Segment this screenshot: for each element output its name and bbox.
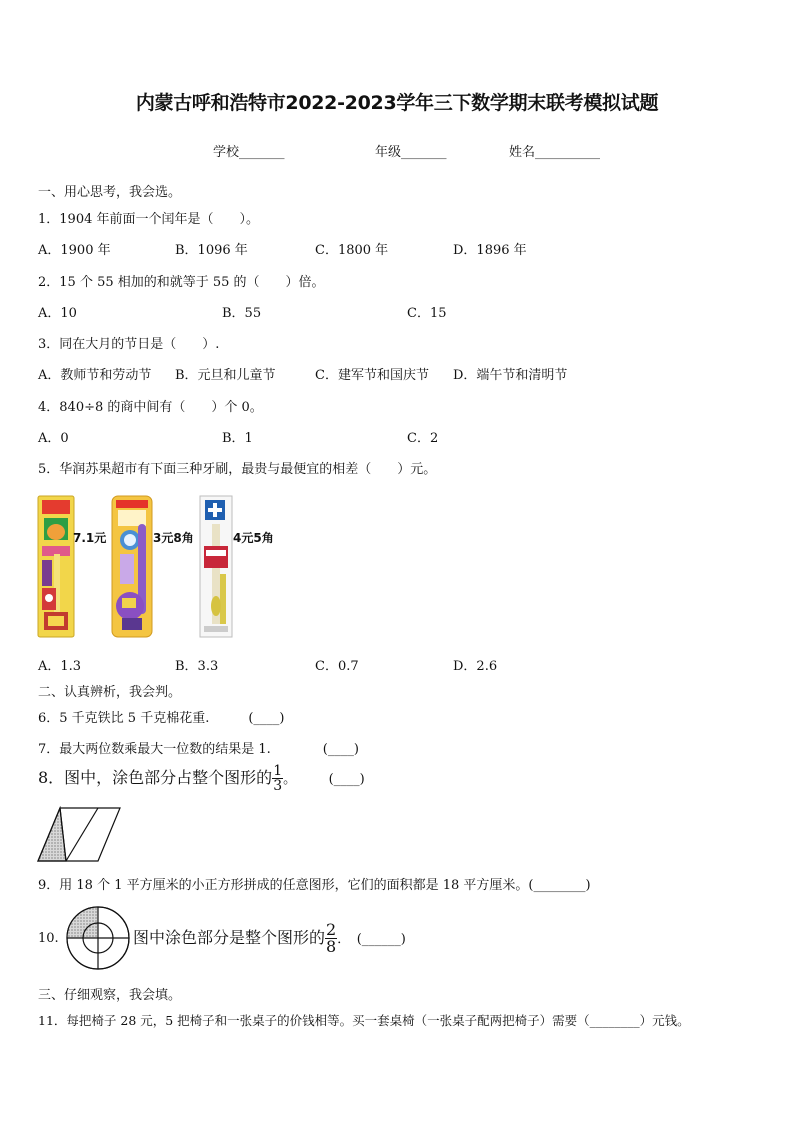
toothbrush-2-price: 3元8角 [153,531,194,545]
fraction-numerator: 2 [326,920,337,939]
toothbrush-1-price: 7.1元 [73,531,107,545]
q1-option-a: A．1900 年 [38,243,111,258]
question-11: 11．每把椅子 28 元，5 把椅子和一张桌子的价钱相等。买一套桌椅（一张桌子配两把椅子）需要（________）元钱。 [38,1013,690,1028]
school-field: 学校_______ [213,145,285,160]
question-6: 6．5 千克铁比 5 千克棉花重. (____) [38,711,285,726]
q3-option-d: D．端午节和清明节 [453,368,568,383]
question-8-tail: 。 (____) [283,772,365,787]
question-10-tail: ． (______) [337,932,406,947]
question-1: 1．1904 年前面一个闰年是（ ）。 [38,212,259,227]
q5-option-d: D．2.6 [453,659,498,674]
toothbrush-1-image [36,494,76,639]
question-3: 3．同在大月的节日是（ ）. [38,337,220,352]
q4-option-b: B．1 [222,431,253,446]
fraction-denominator: 3 [273,778,283,794]
question-4: 4．840÷8 的商中间有（ ）个 0。 [38,400,263,415]
toothbrush-2-image [110,494,154,639]
q1-option-c: C．1800 年 [315,243,389,258]
fraction-one-third [272,764,283,793]
fraction-two-eighths [325,922,337,955]
q1-option-d: D．1896 年 [453,243,527,258]
q4-option-a: A．0 [38,431,69,446]
q3-option-b: B．元旦和儿童节 [175,368,276,383]
q2-option-c: C．15 [407,306,447,321]
question-2: 2．15 个 55 相加的和就等于 55 的（ ）倍。 [38,275,325,290]
question-10-label: 10. [38,931,59,946]
question-10-text: 图中涂色部分是整个图形的 [133,928,326,947]
q5-option-a: A．1.3 [38,659,82,674]
q4-option-c: C．2 [407,431,439,446]
toothbrush-3-price: 4元5角 [233,531,274,545]
q3-option-a: A．教师节和劳动节 [38,368,152,383]
section-3-heading: 三、仔细观察，我会填。 [38,988,182,1003]
q2-option-b: B．55 [222,306,262,321]
q1-option-b: B．1096 年 [175,243,248,258]
name-field: 姓名__________ [509,145,601,160]
q5-option-b: B．3.3 [175,659,219,674]
question-9: 9．用 18 个 1 平方厘米的小正方形拼成的任意图形，它们的面积都是 18 平方厘米。(________) [38,878,591,893]
circle-figure [65,905,131,971]
question-8-text: 8．图中，涂色部分占整个图形的 [38,768,273,787]
grade-field: 年级_______ [375,145,447,160]
fraction-numerator: 1 [273,763,283,779]
question-7: 7．最大两位数乘最大一位数的结果是 1. (____) [38,742,359,757]
toothbrush-3-image [198,494,234,639]
section-1-heading: 一、用心思考，我会选。 [38,185,182,200]
question-8 [38,764,365,793]
fraction-denominator: 8 [326,937,337,956]
question-5: 5．华润苏果超市有下面三种牙刷，最贵与最便宜的相差（ ）元。 [38,462,437,477]
q5-option-c: C．0.7 [315,659,359,674]
section-2-heading: 二、认真辨析，我会判。 [38,685,182,700]
q3-option-c: C．建军节和国庆节 [315,368,429,383]
question-10 [133,922,406,955]
page-title: 内蒙古呼和浩特市2022-2023学年三下数学期末联考模拟试题 [135,92,659,114]
parallelogram-figure [36,806,122,863]
q2-option-a: A．10 [38,306,77,321]
